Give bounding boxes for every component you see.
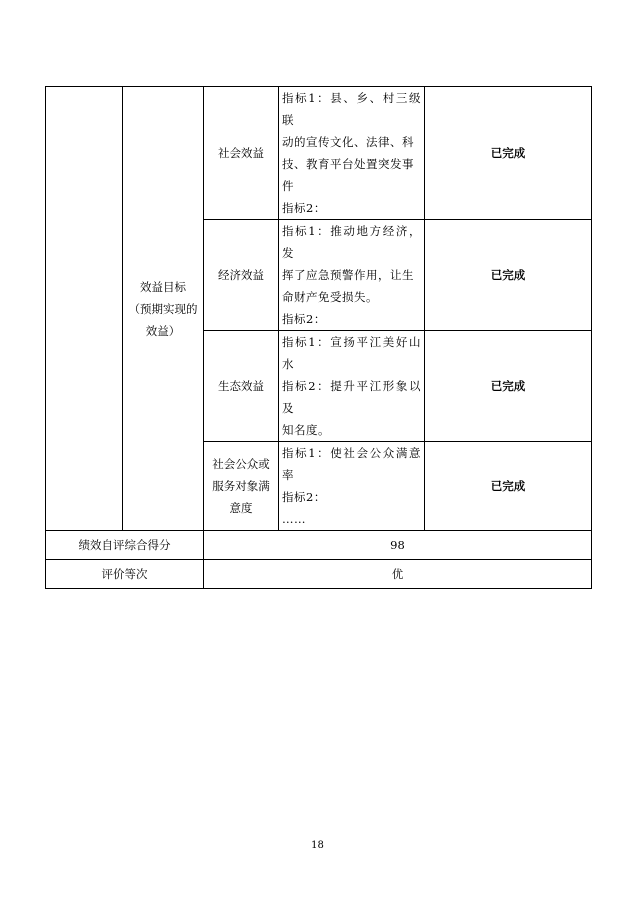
grade-label-cell: 评价等次 <box>46 560 204 589</box>
indicator-line: 指标1：推动地方经济，发 <box>282 224 421 260</box>
benefit-name-line: 社会效益 <box>218 146 264 160</box>
score-value-cell: 98 <box>204 531 592 560</box>
indicator-line: 动的宣传文化、法律、科 <box>282 135 414 149</box>
indicator-line: 指标2： <box>282 312 326 326</box>
indicator-line: 挥了应急预警作用，让生 <box>282 268 414 282</box>
benefit-category-line: 效益目标 <box>140 279 186 294</box>
indicator-line: 件 <box>282 179 294 193</box>
indicator-line: 知名度。 <box>282 423 330 437</box>
benefit-category-cell <box>123 87 204 531</box>
benefit-name-cell <box>204 331 279 442</box>
benefit-name-line: 意度 <box>229 501 253 515</box>
indicator-line: 指标1：县、乡、村三级联 <box>282 91 421 127</box>
indicator-line: …… <box>282 512 306 526</box>
benefit-name-line: 生态效益 <box>218 379 264 393</box>
performance-table <box>45 86 592 589</box>
benefit-name-line: 社会公众或 <box>212 457 270 471</box>
table-row-social-benefit <box>46 87 592 220</box>
score-label-cell: 绩效自评综合得分 <box>46 531 204 560</box>
benefit-category-line: 效益） <box>145 323 181 338</box>
indicator-line: 命财产免受损失。 <box>282 290 378 304</box>
benefit-name-cell <box>204 442 279 531</box>
table-row-grade <box>46 560 592 589</box>
indicator-line: 指标2：提升平江形象以及 <box>282 379 421 415</box>
indicator-cell <box>279 220 425 331</box>
indicator-line: 技、教育平台处置突发事 <box>282 157 414 171</box>
benefit-name-line: 经济效益 <box>218 268 264 282</box>
grade-value-cell: 优 <box>204 560 592 589</box>
status-cell: 已完成 <box>425 442 592 531</box>
benefit-category-line: （预期实现的 <box>128 301 198 316</box>
status-cell: 已完成 <box>425 331 592 442</box>
indicator-cell <box>279 442 425 531</box>
indicator-cell <box>279 87 425 220</box>
benefit-name-cell <box>204 87 279 220</box>
benefit-name-cell <box>204 220 279 331</box>
indicator-line: 指标1：使社会公众满意率 <box>282 446 421 482</box>
table-row-score <box>46 531 592 560</box>
indicator-line: 指标2： <box>282 490 326 504</box>
indicator-line: 指标1：宣扬平江美好山水 <box>282 335 421 371</box>
page-number: 18 <box>311 840 324 851</box>
indicator-line: 指标2： <box>282 201 326 215</box>
status-cell: 已完成 <box>425 87 592 220</box>
status-cell: 已完成 <box>425 220 592 331</box>
indicator-cell <box>279 331 425 442</box>
blank-first-column-cell <box>46 87 123 531</box>
benefit-name-line: 服务对象满 <box>212 479 270 493</box>
